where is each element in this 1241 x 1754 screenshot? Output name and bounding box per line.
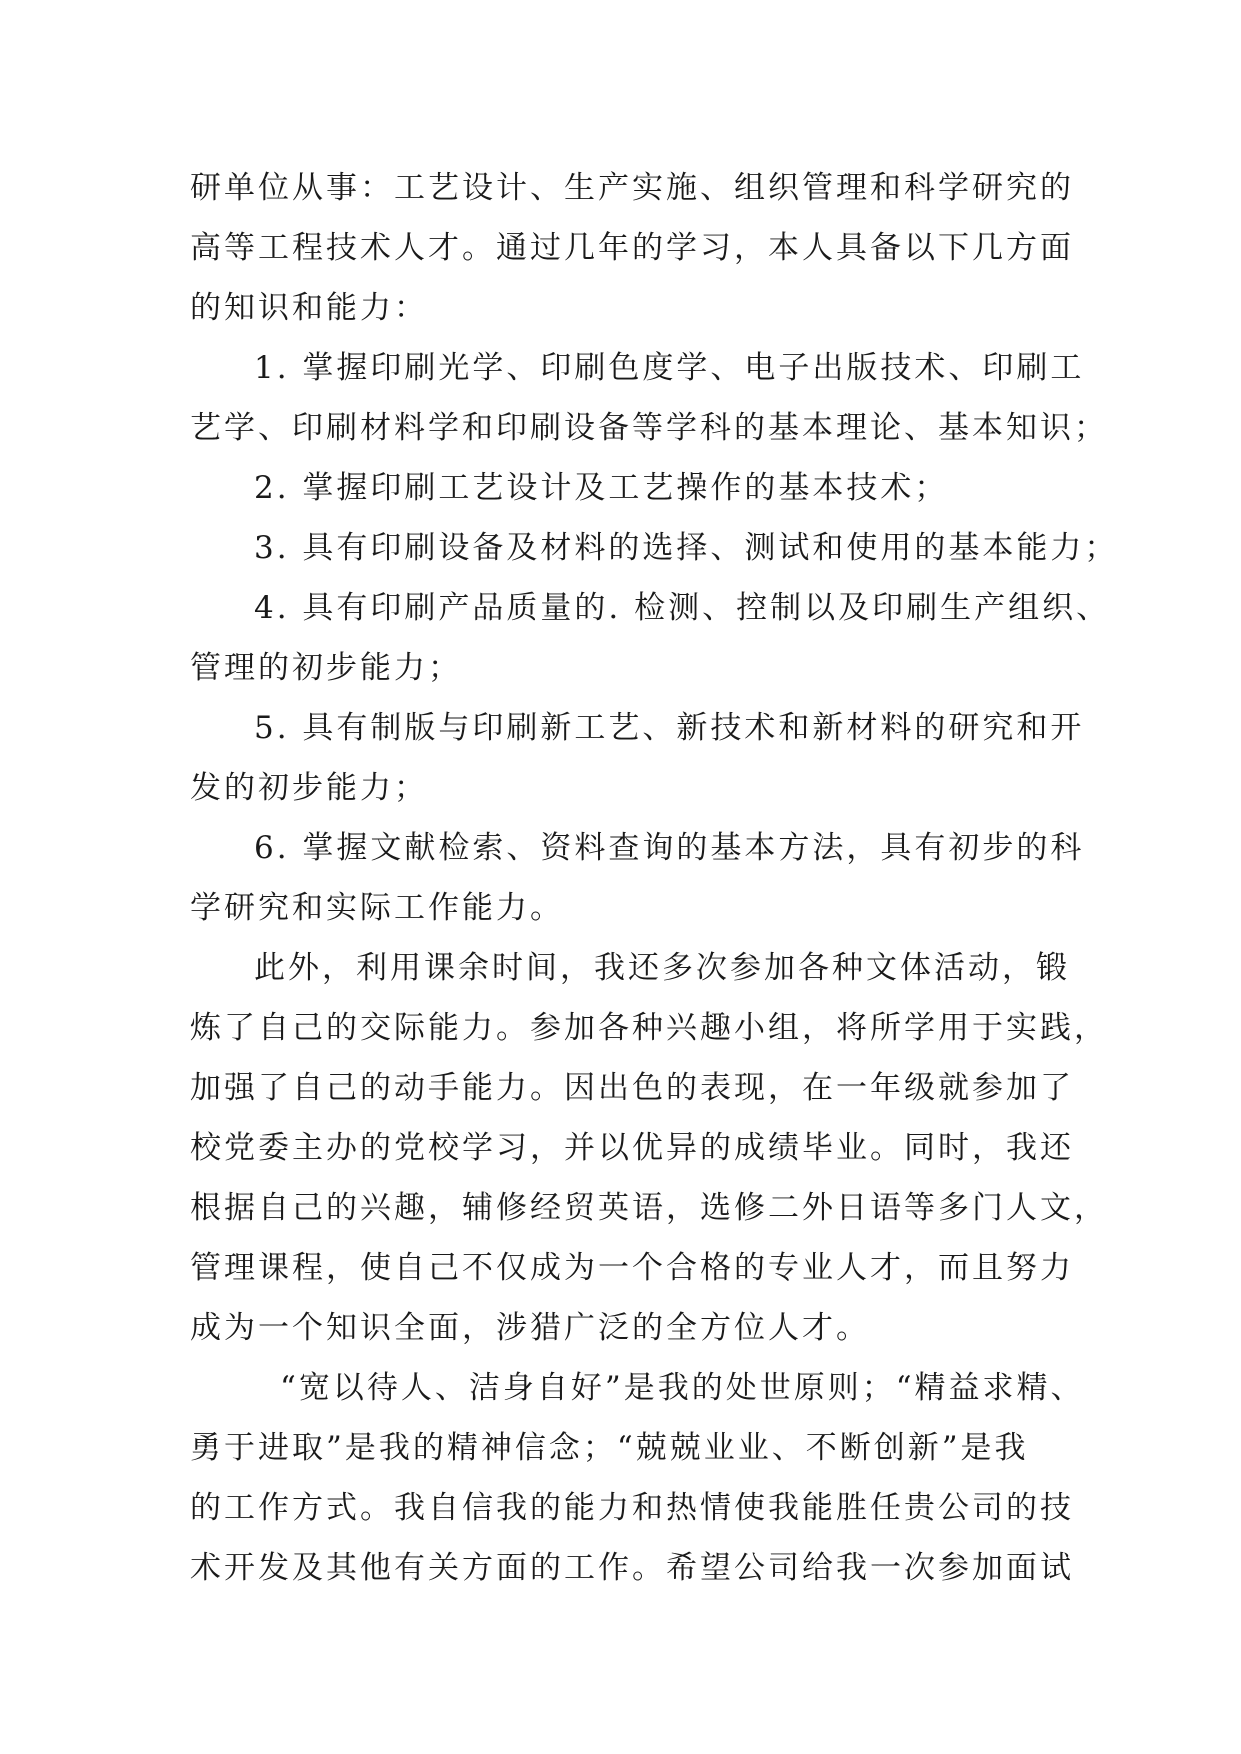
text-line: 术开发及其他有关方面的工作。希望公司给我一次参加面试 <box>190 1550 1074 1586</box>
text-line: 校党委主办的党校学习，并以优异的成绩毕业。同时，我还 <box>190 1130 1074 1166</box>
text-line: 学研究和实际工作能力。 <box>190 890 564 926</box>
text-line: 根据自己的兴趣，辅修经贸英语，选修二外日语等多门人文， <box>190 1190 1108 1226</box>
paragraph-start: 此外，利用课余时间，我还多次参加各种文体活动，锻 <box>254 950 1070 986</box>
text-line: 管理的初步能力； <box>190 650 462 686</box>
list-item-6: 6. 掌握文献检索、资料查询的基本方法，具有初步的科 <box>254 830 1085 866</box>
text-line: 高等工程技术人才。通过几年的学习，本人具备以下几方面 <box>190 230 1074 266</box>
paragraph-start: “宽以待人、洁身自好”是我的处世原则；“精益求精、 <box>280 1370 1085 1406</box>
document-body <box>190 158 1119 1598</box>
text-line: 成为一个知识全面，涉猎广泛的全方位人才。 <box>190 1310 870 1346</box>
text-line: 的知识和能力： <box>190 290 428 326</box>
text-line: 加强了自己的动手能力。因出色的表现，在一年级就参加了 <box>190 1070 1074 1106</box>
list-item-3: 3. 具有印刷设备及材料的选择、测试和使用的基本能力； <box>254 530 1119 566</box>
text-line: 研单位从事：工艺设计、生产实施、组织管理和科学研究的 <box>190 170 1074 206</box>
text-line: 艺学、印刷材料学和印刷设备等学科的基本理论、基本知识； <box>190 410 1108 446</box>
list-item-1: 1. 掌握印刷光学、印刷色度学、电子出版技术、印刷工 <box>254 350 1085 386</box>
list-item-4: 4. 具有印刷产品质量的. 检测、控制以及印刷生产组织、 <box>254 590 1111 626</box>
text-line: 勇于进取”是我的精神信念；“兢兢业业、不断创新”是我 <box>190 1430 1029 1466</box>
text-line: 管理课程，使自己不仅成为一个合格的专业人才，而且努力 <box>190 1250 1074 1286</box>
text-line: 发的初步能力； <box>190 770 428 806</box>
text-line: 炼了自己的交际能力。参加各种兴趣小组，将所学用于实践， <box>190 1010 1108 1046</box>
text-line: 的工作方式。我自信我的能力和热情使我能胜任贵公司的技 <box>190 1490 1074 1526</box>
list-item-5: 5. 具有制版与印刷新工艺、新技术和新材料的研究和开 <box>254 710 1085 746</box>
list-item-2: 2. 掌握印刷工艺设计及工艺操作的基本技术； <box>254 470 949 506</box>
